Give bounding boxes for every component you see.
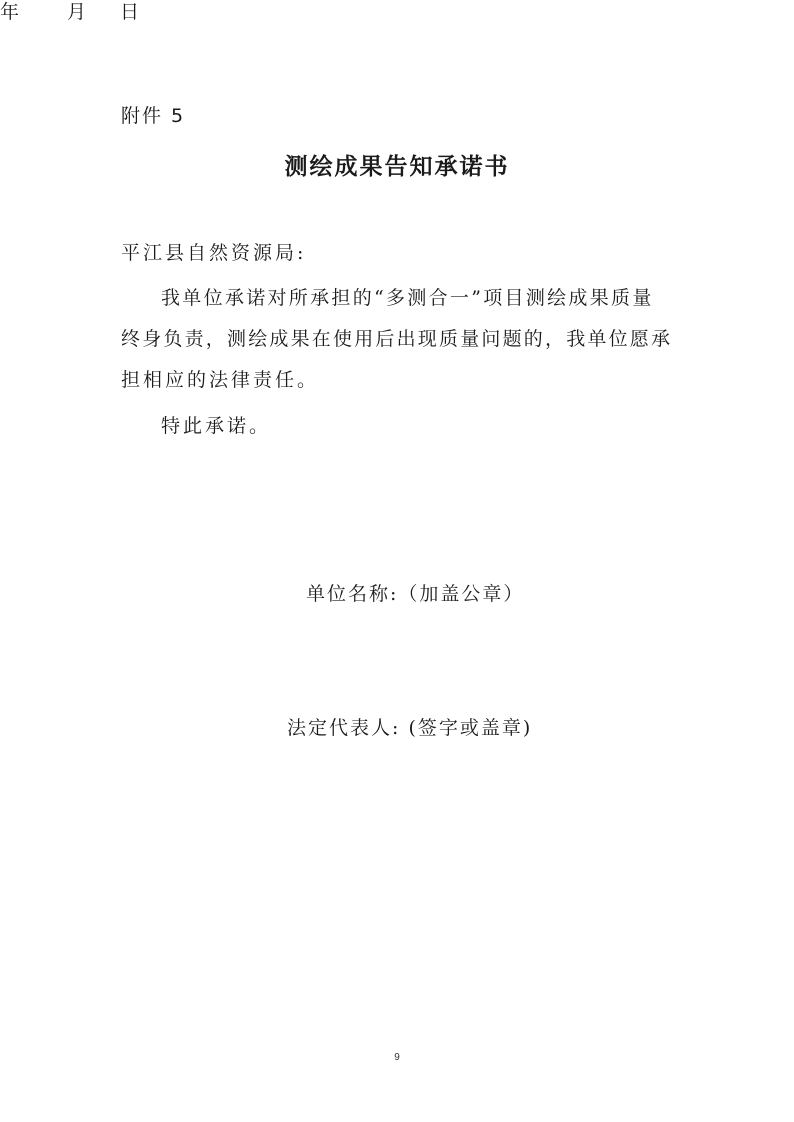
addressee: 平江县自然资源局: [121, 242, 307, 264]
closing-statement: 特此承诺。 [161, 415, 272, 437]
attachment-label: 附件 5 [121, 105, 186, 127]
date-month-label: 月 [67, 1, 87, 23]
date-day-label: 日 [120, 1, 140, 23]
commitment-line-2: 终身负责，测绘成果在使用后出现质量问题的，我单位愿承 [121, 328, 673, 350]
date-year-label: 年 [0, 1, 20, 23]
legal-representative-field: 法定代表人: (签字或盖章) [287, 717, 533, 739]
commitment-line-3: 担相应的法律责任。 [121, 369, 320, 391]
commitment-line-1: 我单位承诺对所承担的“多测合一”项目测绘成果质量 [161, 287, 654, 309]
date-field [0, 0, 140, 24]
page-number: 9 [394, 1052, 400, 1063]
document-title: 测绘成果告知承诺书 [284, 153, 510, 180]
unit-name-field: 单位名称:（加盖公章） [306, 583, 525, 605]
